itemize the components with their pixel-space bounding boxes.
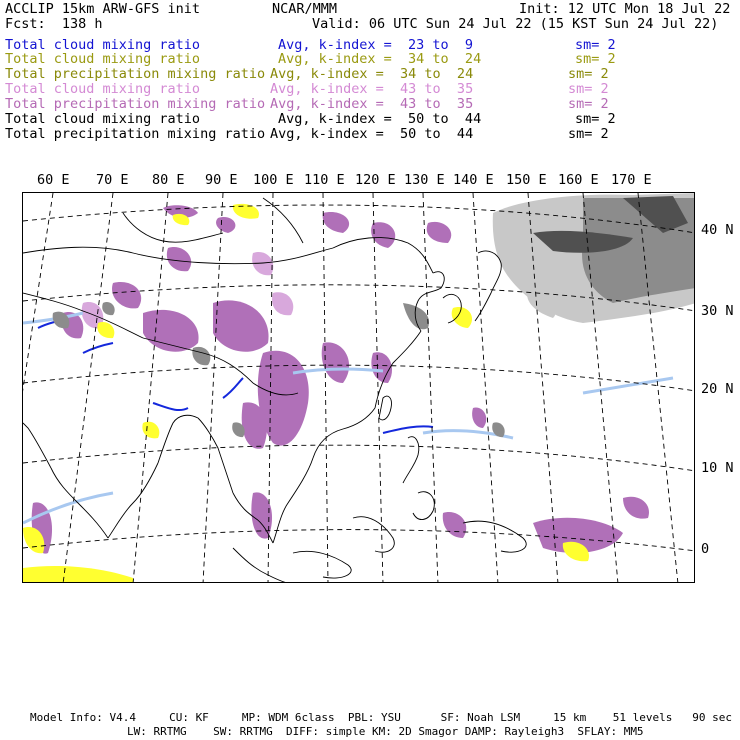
- lon-label-150e: 150 E: [506, 172, 547, 188]
- map-canvas: [23, 193, 695, 583]
- model-info-line-1: Model Info: V4.4 CU: KF MP: WDM 6class PBL: YSU SF: Noah LSM 15 km 51 levels 90 sec: [30, 711, 732, 724]
- legend-smoothing: sm= 2: [568, 126, 609, 142]
- model-info-line-2: LW: RRTMG SW: RRTMG DIFF: simple KM: 2D Smagor DAMP: Rayleigh3 SFLAY: MM5: [127, 725, 644, 738]
- legend-row-4: [5, 81, 735, 96]
- valid-time: Valid: 06 UTC Sun 24 Jul 22 (15 KST Sun 24 Jul 22): [312, 16, 719, 32]
- legend-field-name: Total cloud mixing ratio: [5, 51, 201, 67]
- lon-label-170e: 170 E: [611, 172, 652, 188]
- lat-label-30n: 30 N: [701, 303, 734, 319]
- legend-k-index: Avg, k-index = 23 to 9: [278, 37, 474, 53]
- legend-field-name: Total cloud mixing ratio: [5, 111, 201, 127]
- legend-k-index: Avg, k-index = 34 to 24: [270, 66, 474, 82]
- legend-row-6: [5, 111, 735, 126]
- legend-smoothing: sm= 2: [568, 66, 609, 82]
- legend-k-index: Avg, k-index = 50 to 44: [270, 126, 474, 142]
- lon-label-110e: 110 E: [304, 172, 345, 188]
- legend-row-1: [5, 37, 735, 52]
- legend-field-name: Total precipitation mixing ratio: [5, 126, 266, 142]
- map-panel: [22, 192, 695, 583]
- lon-label-60e: 60 E: [37, 172, 70, 188]
- lat-label-10n: 10 N: [701, 460, 734, 476]
- lon-label-100e: 100 E: [253, 172, 294, 188]
- legend-field-name: Total cloud mixing ratio: [5, 81, 201, 97]
- lon-label-130e: 130 E: [404, 172, 445, 188]
- plot-title: ACCLIP 15km ARW-GFS init: [5, 1, 201, 17]
- forecast-hour: Fcst: 138 h: [5, 16, 103, 32]
- legend-row-2: [5, 51, 735, 66]
- lon-label-70e: 70 E: [96, 172, 129, 188]
- lat-label-20n: 20 N: [701, 381, 734, 397]
- light-blue-streaks: [23, 313, 673, 523]
- lon-label-160e: 160 E: [558, 172, 599, 188]
- legend-k-index: Avg, k-index = 50 to 44: [278, 111, 482, 127]
- legend-smoothing: sm= 2: [575, 51, 616, 67]
- lon-label-120e: 120 E: [355, 172, 396, 188]
- legend-field-name: Total precipitation mixing ratio: [5, 66, 266, 82]
- legend-k-index: Avg, k-index = 43 to 35: [270, 81, 474, 97]
- center-label: NCAR/MMM: [272, 1, 338, 17]
- legend-smoothing: sm= 2: [568, 96, 609, 112]
- legend-field-name: Total precipitation mixing ratio: [5, 96, 266, 112]
- legend-k-index: Avg, k-index = 43 to 35: [270, 96, 474, 112]
- legend-k-index: Avg, k-index = 34 to 24: [278, 51, 482, 67]
- legend-row-3: [5, 66, 735, 81]
- legend-smoothing: sm= 2: [575, 37, 616, 53]
- init-time: Init: 12 UTC Mon 18 Jul 22: [519, 1, 731, 17]
- lat-label-0: 0: [701, 541, 710, 557]
- legend-field-name: Total cloud mixing ratio: [5, 37, 201, 53]
- legend-row-7: [5, 126, 735, 141]
- legend-smoothing: sm= 2: [568, 81, 609, 97]
- lon-label-140e: 140 E: [453, 172, 494, 188]
- lat-label-40n: 40 N: [701, 222, 734, 238]
- lon-label-90e: 90 E: [205, 172, 238, 188]
- legend-row-5: [5, 96, 735, 111]
- legend-smoothing: sm= 2: [575, 111, 616, 127]
- lon-label-80e: 80 E: [152, 172, 185, 188]
- gray-cloud-shield: [403, 193, 695, 329]
